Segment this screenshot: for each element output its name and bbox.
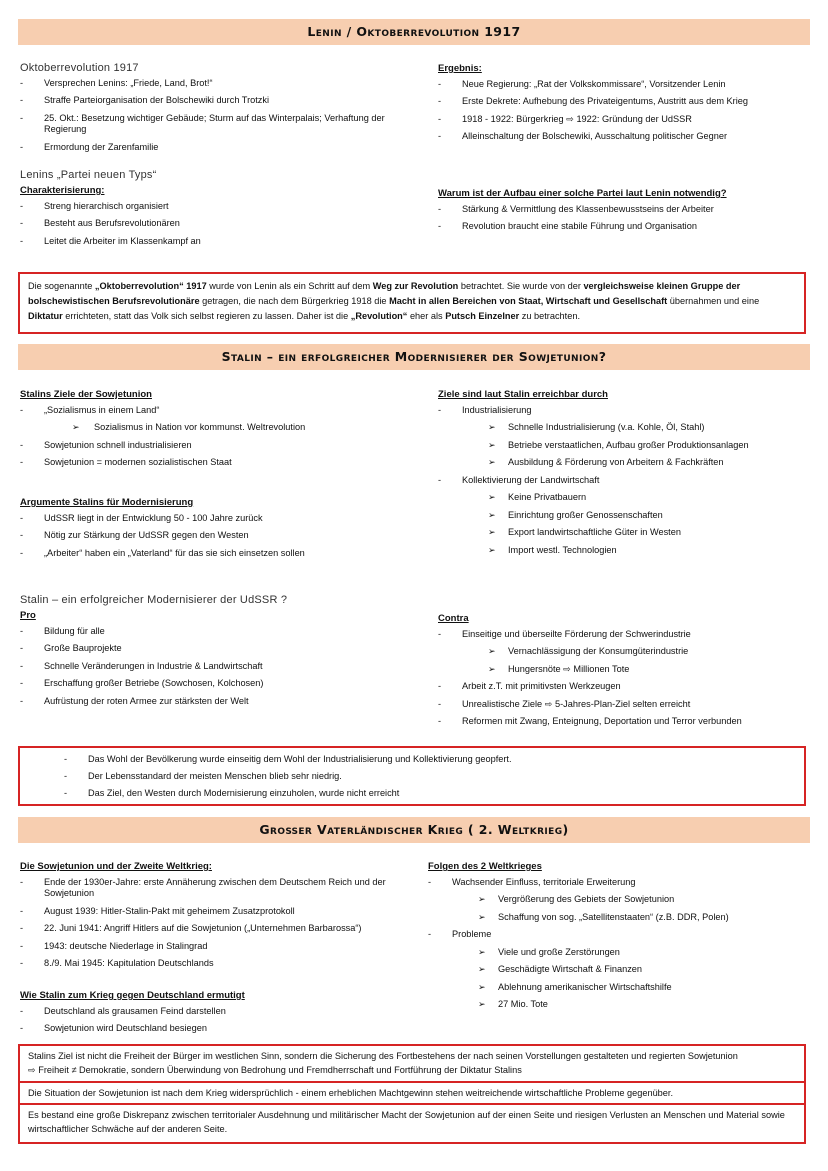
box-text: übernahmen und eine — [667, 296, 760, 307]
list-item: - Erste Dekrete: Aufhebung des Privateigentums, Austritt aus dem Krieg — [438, 96, 808, 108]
list-item: - Probleme — [428, 929, 808, 941]
pro-block — [20, 594, 420, 713]
partei-block — [20, 169, 420, 253]
list-item: - Industrialisierung — [438, 405, 808, 417]
list-item: - Leitet die Arbeiter im Klassenkampf an — [20, 236, 420, 248]
list-sub-item: ➢ Betriebe verstaatlichen, Aufbau großer Produktionsanlagen — [438, 440, 808, 452]
box-text: wurde von Lenin als ein Schritt auf dem — [206, 281, 373, 291]
list-item: - Unrealistische Ziele ⇨ 5-Jahres-Plan-Ziel selten erreicht — [438, 699, 808, 711]
list-item: - 1943: deutsche Niederlage in Stalingrad — [20, 941, 425, 953]
list-item: - Das Wohl der Bevölkerung wurde einseitig dem Wohl der Industrialisierung und Kollektivierung geopfert. — [28, 752, 796, 767]
list-item: - „Arbeiter“ haben ein „Vaterland“ für das sie sich einsetzen sollen — [20, 548, 420, 560]
modernisierer-question: Stalin – ein erfolgreicher Modernisierer der UdSSR ? — [20, 594, 288, 606]
box-bold: vergleichsweise kleinen Gruppe der bolschewistischen Berufsrevolutionäre — [28, 281, 741, 307]
list-item: - Schnelle Veränderungen in Industrie & Landwirtschaft — [20, 661, 420, 673]
list-item: - Arbeit z.T. mit primitivsten Werkzeugen — [438, 681, 808, 693]
consequences-heading: Folgen des 2 Weltkrieges — [428, 861, 542, 872]
list-item: - 25. Okt.: Besetzung wichtiger Gebäude; Sturm auf das Winterpalais; Verhaftung der Regierung — [20, 113, 420, 136]
box-bold: „Revolution“ — [350, 311, 408, 322]
list-item: - 8./9. Mai 1945: Kapitulation Deutschlands — [20, 958, 425, 970]
box-text: errichteten, statt das Volk sich selbst regieren zu lassen. Daher ist die — [62, 311, 351, 322]
box-text: betrachtet. Sie wurde von der — [458, 281, 584, 291]
list-sub-item: ➢ Schnelle Industrialisierung (v.a. Kohle, Öl, Stahl) — [438, 422, 808, 434]
summary-box-stalin — [18, 746, 806, 806]
list-item: - Kollektivierung der Landwirtschaft — [438, 475, 808, 487]
list-item: - Ermordung der Zarenfamilie — [20, 142, 420, 154]
summary-box-weltkrieg — [18, 1044, 806, 1144]
list-item: - 22. Juni 1941: Angriff Hitlers auf die Sowjetunion („Unternehmen Barbarossa“) — [20, 923, 425, 935]
list-item: - Das Ziel, den Westen durch Modernisierung einzuholen, wurde nicht erreicht — [28, 786, 796, 801]
box-text: eher als — [407, 311, 446, 322]
contra-block — [438, 613, 808, 734]
list-item: - Reformen mit Zwang, Enteignung, Deportation und Terror verbunden — [438, 716, 808, 728]
list-item: - Sowjetunion wird Deutschland besiegen — [20, 1023, 420, 1035]
list-sub-item: ➢ Import westl. Technologien — [438, 545, 808, 557]
list-item: - Der Lebensstandard der meisten Menschen blieb sehr niedrig. — [28, 769, 796, 784]
warum-heading: Warum ist der Aufbau einer solche Partei laut Lenin notwendig? — [438, 188, 727, 199]
contra-heading: Contra — [438, 613, 469, 624]
section-title-weltkrieg: Großer Vaterländischer Krieg ( 2. Weltkrieg) — [18, 817, 810, 843]
consequences-block — [428, 861, 808, 1017]
box-line: Es bestand eine große Diskrepanz zwischen territorialer Ausdehnung und militärischer Macht der Sowjetunion auf der einen Seite und riesigen Verlusten an Menschen und Material sowie wirtschaftlicher Schwäche auf der anderen Seite. — [28, 1109, 785, 1134]
box-bold: Diktatur — [28, 311, 63, 322]
reachable-block — [438, 389, 808, 562]
list-item: - 1918 - 1922: Bürgerkrieg ⇨ 1922: Gründung der UdSSR — [438, 114, 808, 126]
box-text: Die sogenannte — [28, 281, 95, 291]
list-item: - Große Bauprojekte — [20, 643, 420, 655]
arguments-heading: Argumente Stalins für Modernisierung — [20, 497, 194, 508]
list-item: - Bildung für alle — [20, 626, 420, 638]
list-sub-item: ➢ Sozialismus in Nation vor kommunst. Weltrevolution — [20, 422, 420, 434]
box-bold: „Oktoberrevolution“ 1917 — [94, 281, 207, 291]
box-bold: Putsch Einzelner — [445, 311, 520, 322]
list-sub-item: ➢ Vernachlässigung der Konsumgüterindustrie — [438, 646, 808, 658]
list-sub-item: ➢ Einrichtung großer Genossenschaften — [438, 510, 808, 522]
list-item: - „Sozialismus in einem Land“ — [20, 405, 420, 417]
list-sub-item: ➢ Hungersnöte ⇨ Millionen Tote — [438, 664, 808, 676]
list-sub-item: ➢ Vergrößerung des Gebiets der Sowjetunion — [428, 894, 808, 906]
list-sub-item: ➢ Schaffung von sog. „Satellitenstaaten“ (z.B. DDR, Polen) — [428, 912, 808, 924]
list-item: - Besteht aus Berufsrevolutionären — [20, 218, 420, 230]
section-title-lenin: Lenin / Oktoberrevolution 1917 — [18, 19, 810, 45]
box-bold: Macht in allen Bereichen von Staat, Wirtschaft und Gesellschaft — [389, 296, 668, 307]
list-sub-item: ➢ Ablehnung amerikanischer Wirtschaftshilfe — [428, 982, 808, 994]
section-title-stalin: Stalin – ein erfolgreicher Modernisierer der Sowjetunion? — [18, 344, 810, 370]
box-line: Stalins Ziel ist nicht die Freiheit der Bürger im westlichen Sinn, sondern die Sicherung des Fortbestehens der nach seinen Vorstellungen gestalteten und regierten Sowjetunion — [28, 1051, 738, 1061]
box-line: Die Situation der Sowjetunion ist nach dem Krieg widersprüchlich - einem erheblichen Machtgewinn stehen weitreichende wirtschaftliche Probleme gegenüber. — [28, 1087, 674, 1098]
ergebnis-block — [438, 63, 808, 149]
list-item: - Revolution braucht eine stabile Führung und Organisation — [438, 221, 808, 233]
list-item: - Aufrüstung der roten Armee zur stärksten der Welt — [20, 696, 420, 708]
list-item: - Erschaffung großer Betriebe (Sowchosen, Kolchosen) — [20, 678, 420, 690]
list-item: - Wachsender Einfluss, territoriale Erweiterung — [428, 877, 808, 889]
reachable-heading: Ziele sind laut Stalin erreichbar durch — [438, 389, 608, 400]
list-item: - Nötig zur Stärkung der UdSSR gegen den Westen — [20, 530, 420, 542]
list-item: - August 1939: Hitler-Stalin-Pakt mit geheimem Zusatzprotokoll — [20, 906, 425, 918]
list-item: - UdSSR liegt in der Entwicklung 50 - 100 Jahre zurück — [20, 513, 420, 525]
goals-heading: Stalins Ziele der Sowjetunion — [20, 389, 152, 400]
list-item: - Neue Regierung: „Rat der Volkskommissare“, Vorsitzender Lenin — [438, 79, 808, 91]
list-item: - Deutschland als grausamen Feind darstellen — [20, 1006, 420, 1018]
list-item: - Stärkung & Vermittlung des Klassenbewusstseins der Arbeiter — [438, 204, 808, 216]
list-item: - Versprechen Lenins: „Friede, Land, Brot!“ — [20, 78, 420, 90]
list-item: - Streng hierarchisch organisiert — [20, 201, 420, 213]
ww2-heading: Die Sowjetunion und der Zweite Weltkrieg: — [20, 861, 212, 872]
list-item: - Einseitige und überseilte Förderung der Schwerindustrie — [438, 629, 808, 641]
box-line: ⇨ Freiheit ≠ Demokratie, sondern Überwindung von Bedrohung und Fremdherrschaft und Fortführung der Diktatur Stalins — [28, 1065, 522, 1076]
partei-title: Lenins „Partei neuen Typs“ — [20, 169, 157, 181]
list-sub-item: ➢ 27 Mio. Tote — [428, 999, 808, 1011]
list-item: - Straffe Parteiorganisation der Bolschewiki durch Trotzki — [20, 95, 420, 107]
summary-box-lenin — [18, 272, 806, 334]
box-divider — [20, 1103, 804, 1105]
list-sub-item: ➢ Keine Privatbauern — [438, 492, 808, 504]
arguments-block — [20, 497, 420, 565]
list-sub-item: ➢ Ausbildung & Förderung von Arbeitern & Fachkräften — [438, 457, 808, 469]
box-text: getragen, die nach dem Bürgerkrieg 1918 die — [199, 296, 390, 307]
list-item: - Sowjetunion = modernen sozialistischen Staat — [20, 457, 420, 469]
list-item: - Ende der 1930er-Jahre: erste Annäherung zwischen dem Deutschem Reich und der Sowjetunion — [20, 877, 425, 900]
list-sub-item: ➢ Export landwirtschaftliche Güter in Westen — [438, 527, 808, 539]
ww2-block — [20, 861, 425, 976]
pro-heading: Pro — [20, 609, 36, 621]
list-item: - Alleinschaltung der Bolschewiki, Ausschaltung politischer Gegner — [438, 131, 808, 143]
box-bold: Weg zur Revolution — [372, 281, 459, 291]
charakterisierung-heading: Charakterisierung: — [20, 184, 105, 196]
list-item: - Sowjetunion schnell industrialisieren — [20, 440, 420, 452]
oktoberrevolution-block — [20, 62, 420, 159]
list-sub-item: ➢ Viele und große Zerstörungen — [428, 947, 808, 959]
warum-block — [438, 188, 808, 239]
box-divider — [20, 1081, 804, 1083]
list-sub-item: ➢ Geschädigte Wirtschaft & Finanzen — [428, 964, 808, 976]
box-text: zu betrachten. — [519, 311, 580, 322]
encourage-block — [20, 990, 420, 1041]
stalin-goals-block — [20, 389, 420, 475]
encourage-heading: Wie Stalin zum Krieg gegen Deutschland ermutigt — [20, 990, 245, 1001]
ergebnis-heading: Ergebnis: — [438, 63, 482, 74]
oktoberrevolution-title: Oktoberrevolution 1917 — [20, 62, 139, 74]
